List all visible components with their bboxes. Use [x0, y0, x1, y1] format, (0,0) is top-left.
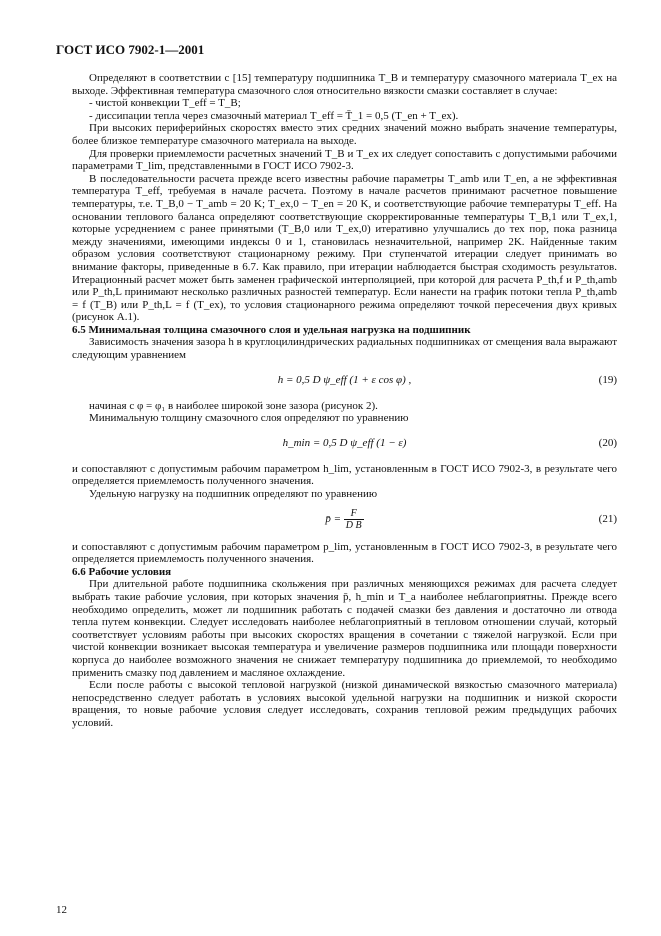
- paragraph: При длительной работе подшипника скольжения при различных меняющихся режимах для расчета следует выбрать такие рабочие условия, при которых значения p̄, h_min и T_a наиболее неблагоприятны. Прежде всего необходимо определить, может ли подшипник работать с подачей смазки без давления и достаточно ли отвода тепла путем конвекции. Следует исследовать наиболее неблагоприятный в тепловом отношении случай, который соответствует условиям работы при высоких скоростях вращения в сочетании с тяжелой нагрузкой. Если при чистой конвекции возникает высокая температура и увеличение размеров подшипника или площади поверхности корпуса до наиболее возможного значения не снижает температуру подшипника до приемлемой, то необходимо применить смазку под давлением и масляное охлаждение.: [72, 578, 617, 679]
- equation-21: [72, 506, 617, 536]
- list-item: - чистой конвекции T_eff = T_B;: [89, 97, 241, 110]
- section-heading-6-5: 6.5 Минимальная толщина смазочного слоя и удельная нагрузка на подшипник: [72, 323, 471, 336]
- paragraph: Минимальную толщину смазочного слоя определяют по уравнению: [89, 412, 409, 425]
- paragraph: Определяют в соответствии с [15] температуру подшипника T_B и температуру смазочного материала T_ex на выходе. Эффективная температура смазочного слоя относительно вязкости смазки составляет в случае:: [72, 72, 617, 97]
- paragraph: и сопоставляют с допустимым рабочим параметром p_lim, установленным в ГОСТ ИСО 7902-3, в результате чего определяется приемлемость полученного значения.: [72, 540, 617, 566]
- paragraph: В последовательности расчета прежде всего известны рабочие параметры T_amb или T_en, а не эффективная температура T_eff, требуемая в начале расчета. Поэтому в начале расчетов принимают расчетное повышение температуры, т.е. T_B,0 − T_amb = 20 K; T_ex,0 − T_en = 20 K, и соответствующие рабочие температуры T_eff. На основании теплового баланса определяют соответствующие скорректированные температуры T_B,1 или T_ex,1, которые усреднением с ранее принятыми (T_B,0 или T_ex,0) итеративно улучшались до тех пор, пока разница между значениями, имеющими индексы 0 и 1, становилась незначительной, например 2K. Найденные таким образом условия соответствуют стационарному режиму. При ступенчатой итерации следует принимать во внимание факторы, приведенные в 6.7. Как правило, при итерации наблюдается быстрая сходимость результатов. Итерационный расчет может быть заменен графической интерполяцией, при которой для расчета P_th,f и P_th,amb или P_th,L принимают несколько различных разностей температур. Если нанести на график потоки тепла P_th,amb = f (T_B) или P_th,L = f (T_ex), то условия стационарного режима определяют точкой пересечения двух кривых (рисунок А.1).: [72, 172, 617, 324]
- list-item: - диссипации тепла через смазочный материал T_eff = T̄_1 = 0,5 (T_en + T_ex).: [89, 109, 459, 122]
- equation-lhs: p̄ =: [325, 512, 342, 525]
- paragraph: Если после работы с высокой тепловой нагрузкой (низкой динамической вязкостью смазочного материала) непосредственно следует работать в условиях высокой удельной нагрузки на подшипник и низкой скорости вращения, то новые рабочие условия следует исследовать, сохранив тепловой режим предыдущих рабочих условий.: [72, 679, 617, 729]
- paragraph: и сопоставляют с допустимым рабочим параметром h_lim, установленным в ГОСТ ИСО 7902-3, в результате чего определяется приемлемость полученного значения.: [72, 462, 617, 488]
- equation-formula: [72, 508, 617, 531]
- document-header: ГОСТ ИСО 7902-1—2001: [56, 42, 205, 57]
- equation-number: (19): [598, 373, 617, 386]
- section-heading-6-6: 6.6 Рабочие условия: [72, 565, 172, 578]
- equation-formula: h = 0,5 D ψ_eff (1 + ε cos φ) ,: [277, 373, 412, 386]
- fraction-numerator: F: [344, 508, 364, 520]
- equation-20: [72, 430, 617, 458]
- equation-number: (21): [598, 512, 617, 525]
- fraction-denominator: D B: [345, 519, 362, 531]
- fraction: [344, 508, 364, 531]
- paragraph: Зависимость значения зазора h в круглоцилиндрических радиальных подшипниках от смещения вала выражают следующим уравнением: [72, 336, 617, 362]
- paragraph: Удельную нагрузку на подшипник определяют по уравнению: [89, 488, 378, 501]
- paragraph: При высоких периферийных скоростях вместо этих средних значений можно выбрать значение температуры, более близкое температуре смазочного материала на выходе.: [72, 122, 617, 147]
- equation-formula: h_min = 0,5 D ψ_eff (1 − ε): [282, 436, 407, 449]
- equation-19: [72, 367, 617, 395]
- paragraph: начиная с φ = φ₁ в наиболее широкой зоне зазора (рисунок 2).: [89, 399, 378, 412]
- document-body: [72, 72, 617, 730]
- page-number: 12: [56, 904, 67, 916]
- paragraph: Для проверки приемлемости расчетных значений T_B и T_ex их следует сопоставить с допустимыми рабочими параметрами T_lim, представленными в ГОСТ ИСО 7902-3.: [72, 147, 617, 173]
- equation-number: (20): [598, 436, 617, 449]
